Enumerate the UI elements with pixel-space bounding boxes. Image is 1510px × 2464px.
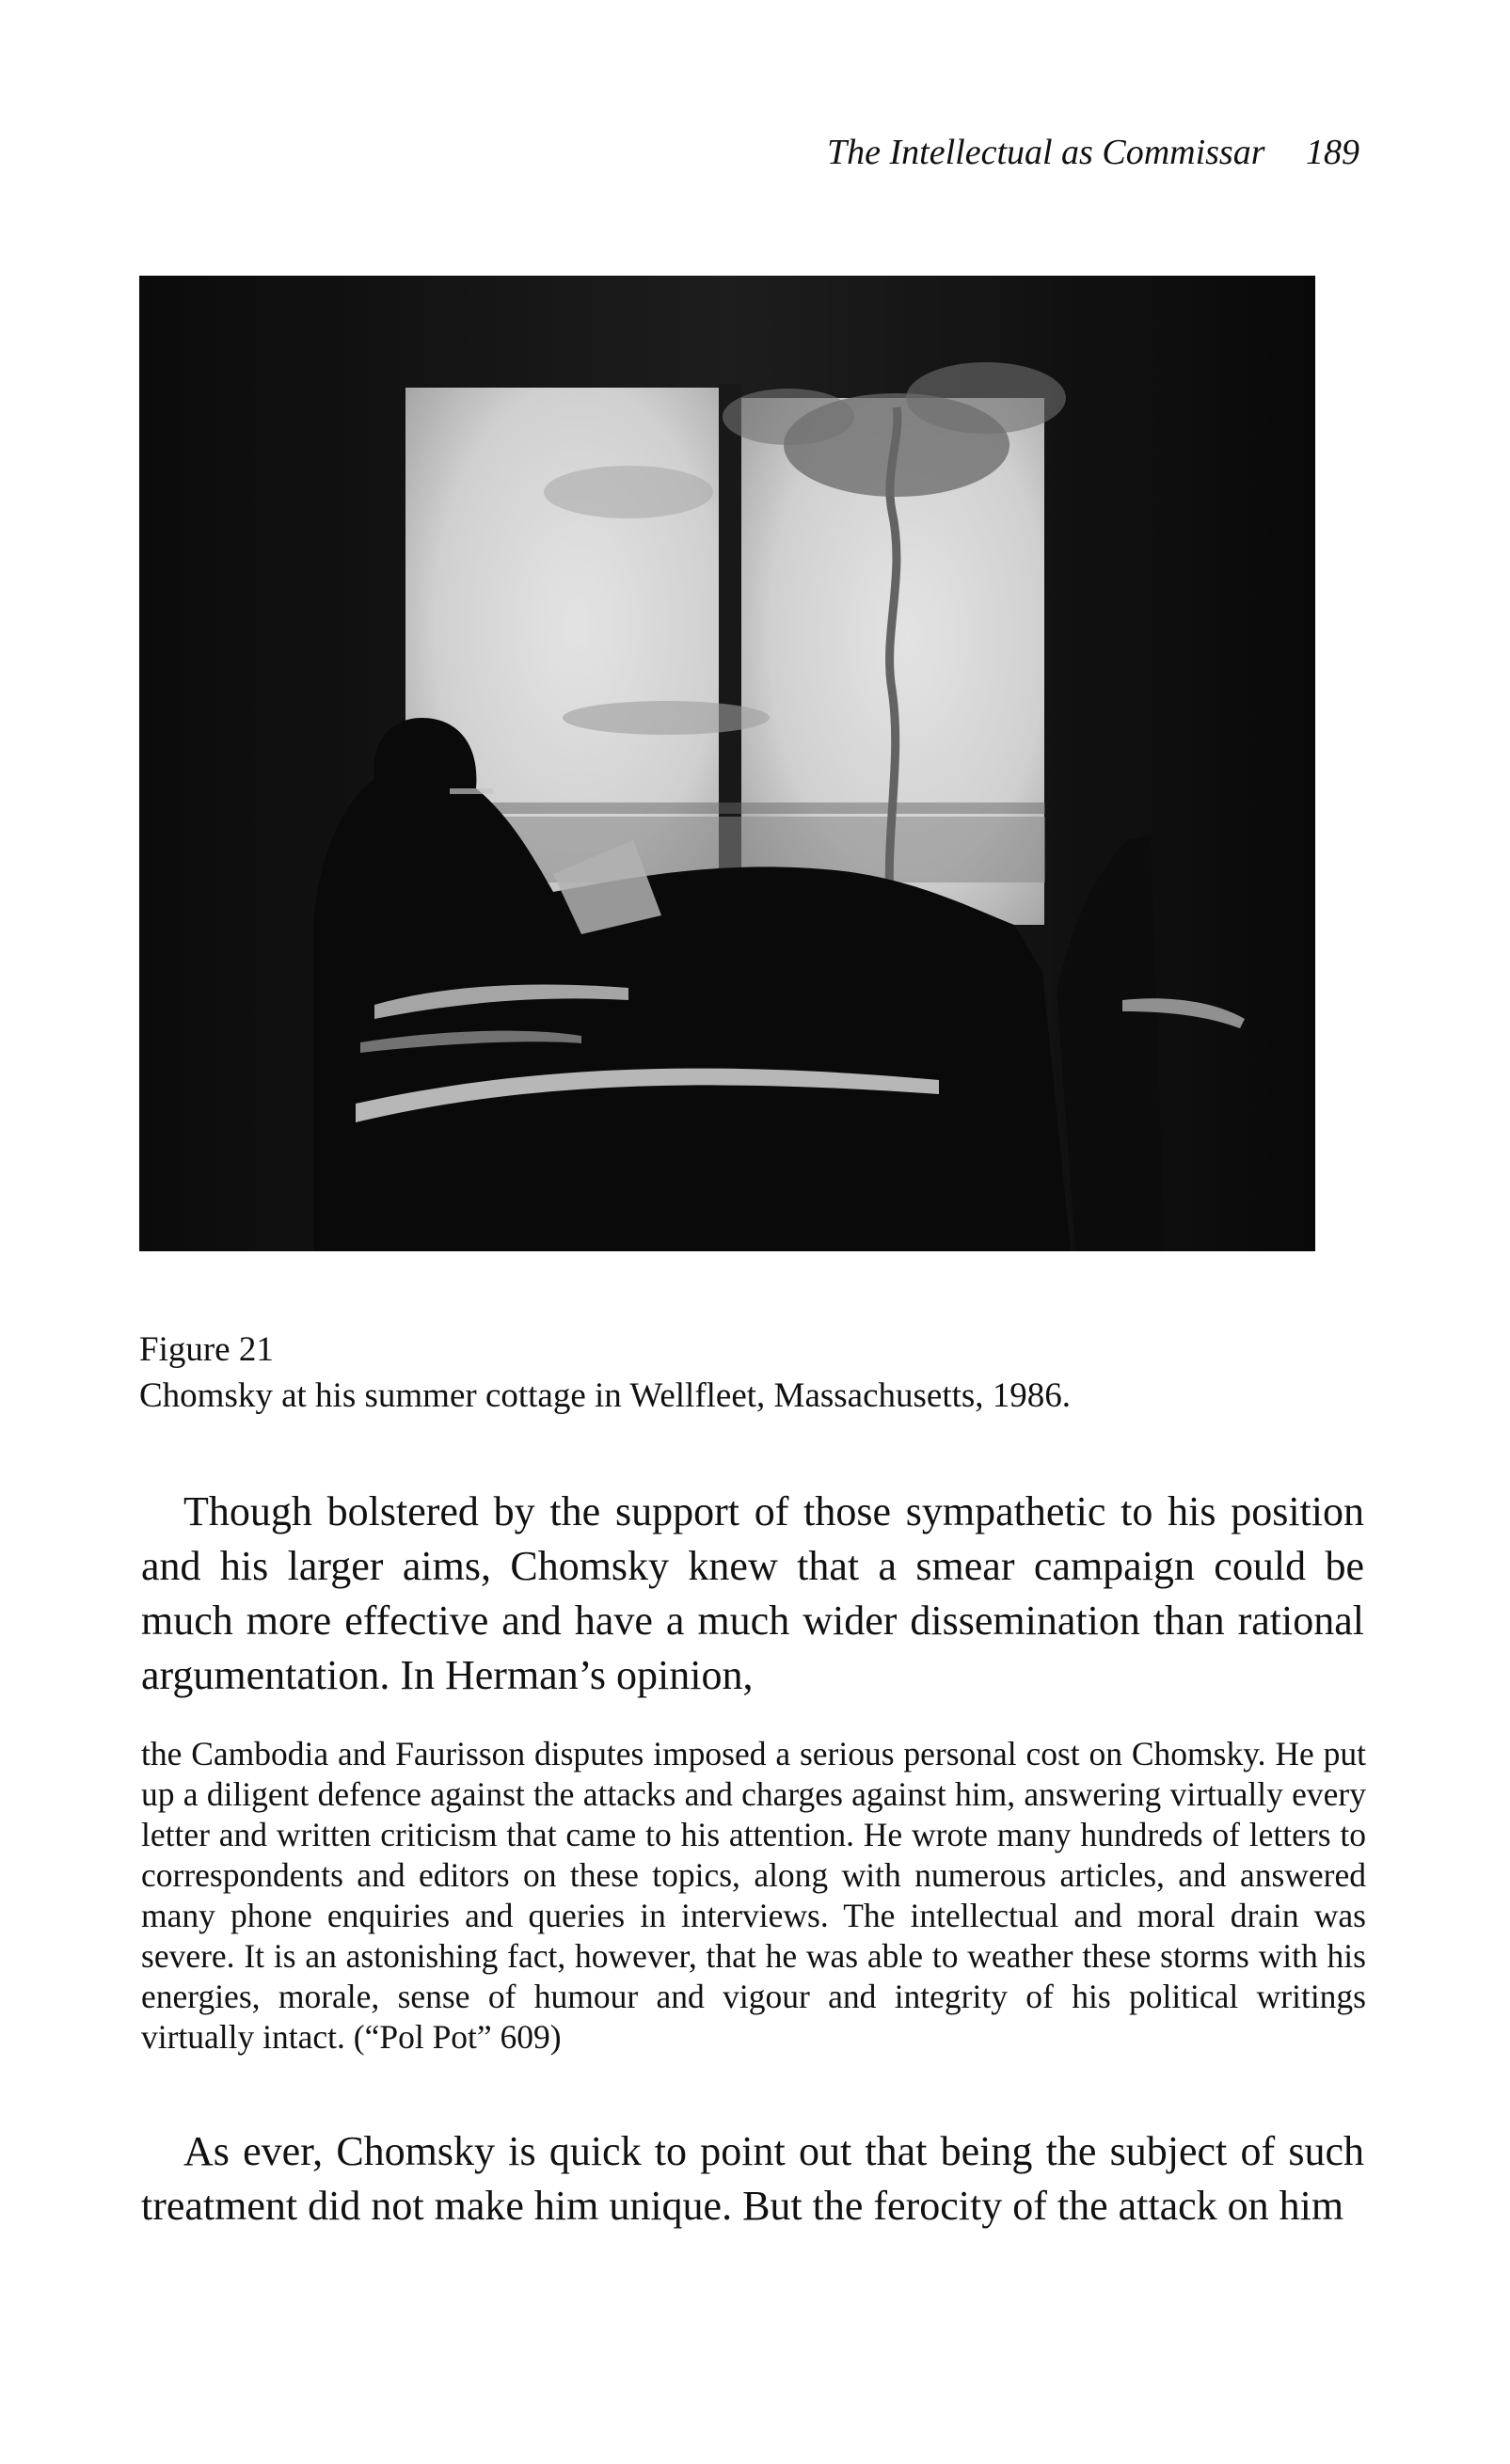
photo-illustration — [139, 276, 1315, 1251]
figure-photo — [139, 276, 1315, 1251]
body-paragraph-2: As ever, Chomsky is quick to point out that being the subject of such treatment did not make him unique. But the ferocity of the attack on him — [141, 2128, 1364, 2229]
page-number: 189 — [1306, 133, 1359, 172]
figure-label: Figure 21 — [139, 1330, 274, 1369]
running-head-title: The Intellectual as Commissar — [827, 133, 1265, 172]
body-paragraph-1: Though bolstered by the support of those sympathetic to his position and his larger aims, Chomsky knew that a smear campaign could be much more effective and have a much wider dissemination than rational argumentation. In Herman’s opinion, — [141, 1488, 1364, 1698]
running-head — [827, 132, 1359, 173]
figure-caption: Chomsky at his summer cottage in Wellfleet, Massachusetts, 1986. — [139, 1376, 1072, 1415]
block-quote: the Cambodia and Faurisson disputes imposed a serious personal cost on Chomsky. He put up a diligent defence against the attacks and charges against him, answering virtually every letter and written criticism that came to his attention. He wrote many hundreds of letters to correspondents and editors on these topics, along with numerous articles, and answered many phone enquiries and queries in interviews. The intellectual and moral drain was severe. It is an astonishing fact, however, that he was able to weather these storms with his energies, morale, sense of humour and vigour and integrity of his political writings virtually intact. (“Pol Pot” 609) — [141, 1735, 1366, 2056]
